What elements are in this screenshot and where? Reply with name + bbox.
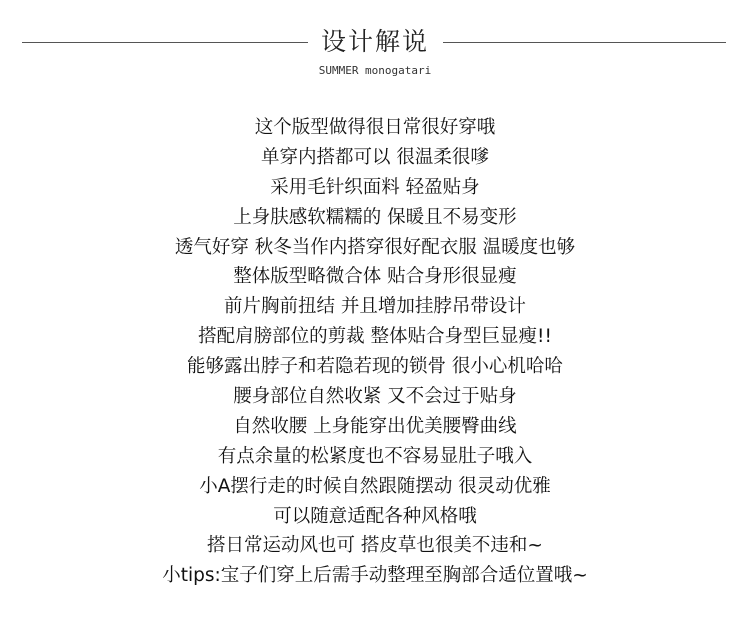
description-line: 能够露出脖子和若隐若现的锁骨 很小心机哈哈 — [187, 356, 563, 378]
description-line: 腰身部位自然收紧 又不会过于贴身 — [233, 386, 517, 408]
description-line: 可以随意适配各种风格哦 — [273, 505, 477, 527]
description-line: 小A摆行走的时候自然跟随摆动 很灵动优雅 — [199, 475, 551, 497]
description-line: 搭日常运动风也可 搭皮草也很美不违和~ — [207, 535, 543, 557]
description-line: 单穿内搭都可以 很温柔很嗲 — [261, 146, 489, 168]
section-header — [0, 22, 750, 82]
description-line: 上身肤感软糯糯的 保暖且不易变形 — [233, 206, 517, 228]
page-title: 设计解说 — [320, 27, 429, 56]
page-subtitle: SUMMER monogatari — [318, 64, 432, 77]
description-line: 有点余量的松紧度也不容易显肚子哦入 — [217, 445, 533, 467]
description-line: 采用毛针织面料 轻盈贴身 — [270, 176, 480, 198]
header-divider-right — [443, 42, 726, 43]
description-line: 这个版型做得很日常很好穿哦 — [254, 117, 496, 138]
description-line: 透气好穿 秋冬当作内搭穿很好配衣服 温暖度也够 — [174, 236, 576, 258]
description-line: 小tips:宝子们穿上后需手动整理至胸部合适位置哦~ — [162, 565, 588, 587]
description-line: 整体版型略微合体 贴合身形很显瘦 — [233, 266, 517, 288]
description-text-block — [0, 113, 750, 591]
description-line: 前片胸前扭结 并且增加挂脖吊带设计 — [224, 296, 526, 318]
description-line: 自然收腰 上身能穿出优美腰臀曲线 — [233, 415, 517, 437]
description-line: 搭配肩膀部位的剪裁 整体贴合身型巨显瘦!! — [198, 326, 552, 348]
